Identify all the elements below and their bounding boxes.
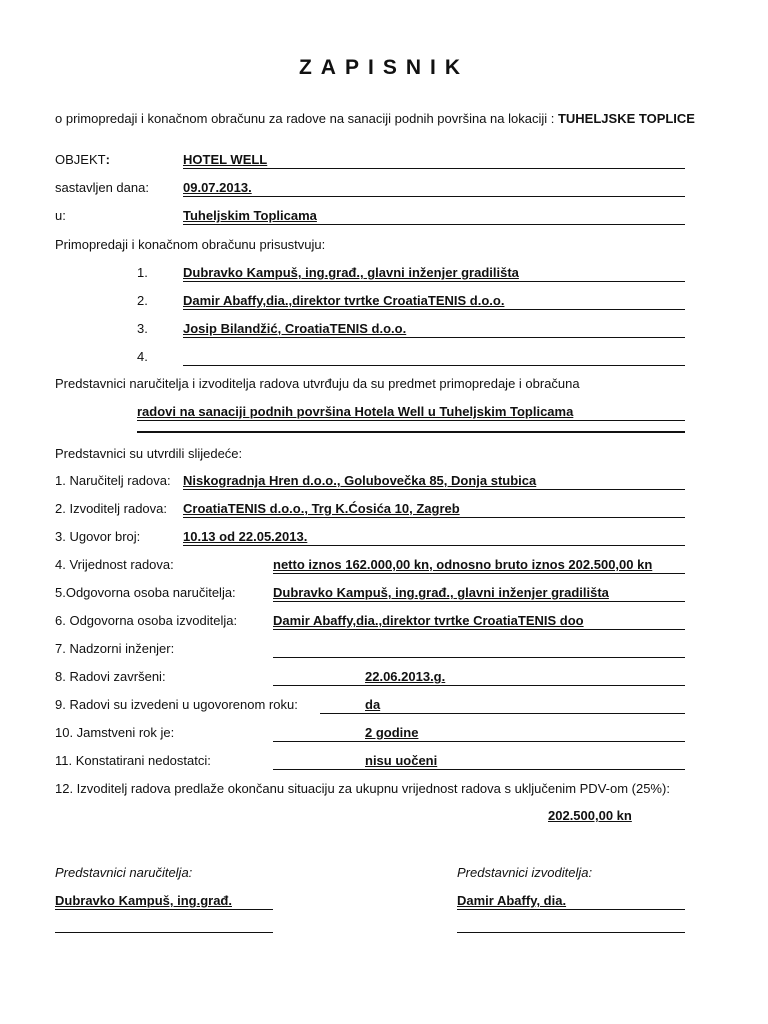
item-field — [273, 613, 685, 630]
item-12-text: 12. Izvoditelj radova predlaže okončanu situaciju za ukupnu vrijednost radova s uključenim PDV-om (25%): — [55, 781, 670, 796]
item-label: 7. Nadzorni inženjer: — [55, 641, 175, 656]
item-value: 22.06.2013.g. — [365, 669, 446, 684]
item-label: 2. Izvoditelj radova: — [55, 501, 168, 516]
attendee-field — [183, 321, 685, 338]
attendee-field — [183, 349, 685, 366]
attendee-num: 3. — [137, 321, 148, 336]
item-field — [183, 473, 685, 490]
attendee-value: Damir Abaffy,dia.,direktor tvrtke CroatiaTENIS d.o.o. — [183, 293, 505, 308]
attendee-value: Dubravko Kampuš, ing.građ., glavni inženjer gradilišta — [183, 265, 519, 280]
contractor-representatives-label: Predstavnici izvoditelja: — [457, 865, 593, 880]
attendees-intro: Primopredaji i konačnom obračunu prisustvuju: — [55, 237, 326, 252]
item-field — [320, 697, 685, 714]
objekt-label-text: OBJEKT — [55, 152, 106, 167]
date-value: 09.07.2013. — [183, 180, 252, 195]
objekt-label — [55, 152, 110, 168]
objekt-field — [183, 152, 685, 169]
place-field — [183, 208, 685, 225]
item-label: 9. Radovi su izvedeni u ugovorenom roku: — [55, 697, 298, 712]
item-value: nisu uočeni — [365, 753, 438, 768]
subject-field — [137, 404, 685, 421]
attendee-field — [183, 293, 685, 310]
attendee-num: 2. — [137, 293, 148, 308]
item-label: 3. Ugovor broj: — [55, 529, 141, 544]
item-value: da — [365, 697, 381, 712]
document-title: ZAPISNIK — [298, 56, 469, 79]
date-label: sastavljen dana: — [55, 180, 149, 195]
objekt-value: HOTEL WELL — [183, 152, 268, 167]
item-label: 11. Konstatirani nedostatci: — [55, 753, 211, 768]
client-name: Dubravko Kampuš, ing.građ. — [55, 893, 232, 908]
item-label: 5.Odgovorna osoba naručitelja: — [55, 585, 236, 600]
item-field — [273, 725, 685, 742]
item-value: Niskogradnja Hren d.o.o., Golubovečka 85, Donja stubica — [183, 473, 537, 488]
item-field — [273, 753, 685, 770]
item-label: 1. Naručitelj radova: — [55, 473, 171, 488]
item-field — [273, 669, 685, 686]
contractor-name: Damir Abaffy, dia. — [457, 893, 567, 908]
attendee-value: Josip Bilandžić, CroatiaTENIS d.o.o. — [183, 321, 407, 336]
total-amount: 202.500,00 kn — [548, 808, 632, 823]
client-signature-blank-line — [55, 932, 273, 933]
item-label: 8. Radovi završeni: — [55, 669, 166, 684]
item-field — [183, 529, 685, 546]
client-representatives-label: Predstavnici naručitelja: — [55, 865, 193, 880]
subject-intro: Predstavnici naručitelja i izvoditelja radova utvrđuju da su predmet primopredaje i obračuna — [55, 376, 580, 391]
item-label: 10. Jamstveni rok je: — [55, 725, 175, 740]
date-field — [183, 180, 685, 197]
item-label: 6. Odgovorna osoba izvoditelja: — [55, 613, 238, 628]
intro-location: TUHELJSKE TOPLICE — [557, 111, 695, 126]
objekt-colon: : — [105, 152, 110, 167]
item-field — [183, 501, 685, 518]
item-field — [273, 557, 685, 574]
item-value: netto iznos 162.000,00 kn, odnosno bruto iznos 202.500,00 kn — [273, 557, 653, 572]
item-value: 2 godine — [365, 725, 419, 740]
attendee-num: 4. — [137, 349, 148, 364]
intro-line — [55, 111, 695, 127]
item-value: Damir Abaffy,dia.,direktor tvrtke CroatiaTENIS doo — [273, 613, 584, 628]
item-value: 10.13 od 22.05.2013. — [183, 529, 308, 544]
item-field — [273, 585, 685, 602]
intro-text: o primopredaji i konačnom obračunu za radove na sanaciji podnih površina na lokaciji : — [55, 111, 558, 126]
attendee-num: 1. — [137, 265, 148, 280]
client-signature-line — [55, 893, 273, 910]
contractor-signature-line — [457, 893, 685, 910]
item-value: CroatiaTENIS d.o.o., Trg K.Ćosića 10, Zagreb — [183, 501, 460, 516]
divider-line — [137, 431, 685, 433]
item-field — [273, 641, 685, 658]
findings-intro: Predstavnici su utvrdili slijedeće: — [55, 446, 243, 461]
contractor-signature-blank-line — [457, 932, 685, 933]
place-value: Tuheljskim Toplicama — [183, 208, 317, 223]
place-label: u: — [55, 208, 66, 223]
item-label: 4. Vrijednost radova: — [55, 557, 174, 572]
attendee-field — [183, 265, 685, 282]
subject-value: radovi na sanaciji podnih površina Hotela Well u Tuheljskim Toplicama — [137, 404, 574, 419]
item-value: Dubravko Kampuš, ing.građ., glavni inženjer gradilišta — [273, 585, 609, 600]
